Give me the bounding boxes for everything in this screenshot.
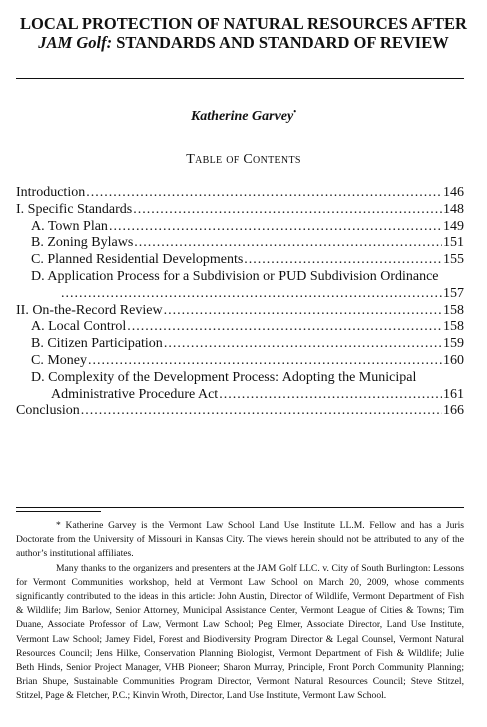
- toc-entry-page: 159: [443, 336, 464, 352]
- toc-entry-label: A. Local Control: [31, 319, 127, 335]
- toc-entry-planned-residential[interactable]: [16, 252, 464, 269]
- toc-leader-dots: [133, 202, 442, 219]
- toc-leader-dots: [244, 252, 442, 269]
- title-line-1: LOCAL PROTECTION OF NATURAL RESOURCES AFTER: [20, 14, 467, 33]
- author-footnote-marker: •: [293, 107, 297, 116]
- table-of-contents: [16, 185, 464, 420]
- toc-entry-page: 149: [443, 218, 464, 234]
- toc-entry-introduction[interactable]: [16, 185, 464, 202]
- toc-entry-on-the-record[interactable]: [16, 303, 464, 320]
- toc-entry-zoning-bylaws[interactable]: [16, 235, 464, 252]
- footnote-divider: [16, 507, 464, 508]
- toc-heading-text: Table of Contents: [186, 152, 301, 167]
- toc-leader-dots: [81, 403, 442, 420]
- toc-entry-page: 157: [443, 285, 464, 301]
- toc-entry-label: I. Specific Standards: [16, 201, 133, 217]
- toc-entry-citizen-participation[interactable]: [16, 336, 464, 353]
- toc-leader-dots: [134, 235, 442, 252]
- toc-entry-page: 158: [443, 319, 464, 335]
- toc-entry-label: II. On-the-Record Review: [16, 302, 163, 318]
- article-title: [0, 14, 487, 52]
- toc-entry-page: 166: [443, 403, 464, 419]
- toc-leader-dots: [109, 219, 442, 236]
- toc-entry-label: C. Planned Residential Developments: [31, 252, 244, 268]
- toc-entry-page: 155: [443, 252, 464, 268]
- toc-entry-application-process-page: [16, 286, 464, 303]
- toc-leader-dots: [127, 319, 442, 336]
- toc-leader-dots: [88, 353, 442, 370]
- toc-entry-label: A. Town Plan: [31, 218, 108, 234]
- toc-entry-application-process[interactable]: [16, 269, 464, 286]
- toc-entry-town-plan[interactable]: [16, 219, 464, 236]
- footnote-author: * Katherine Garvey is the Vermont Law School Land Use Institute LL.M. Fellow and has a Juris Doctorate from the University of Missouri in Kansas City. The views herein should not be attributed to any of the author’s institutional affiliates.: [16, 520, 464, 560]
- toc-entry-specific-standards[interactable]: [16, 202, 464, 219]
- toc-leader-dots: [219, 387, 442, 404]
- toc-leader-dots: [164, 303, 442, 320]
- toc-heading: [0, 152, 487, 168]
- toc-entry-page: 161: [443, 386, 464, 402]
- toc-entry-page: 158: [443, 302, 464, 318]
- toc-entry-page: 148: [443, 201, 464, 217]
- toc-entry-money[interactable]: [16, 353, 464, 370]
- toc-entry-page: 160: [443, 352, 464, 368]
- footnote-separator: [16, 511, 101, 512]
- footnote-acknowledgements: Many thanks to the organizers and presenters at the JAM Golf LLC. v. City of South Burlington: Lessons for Vermont Communities workshop, held at Vermont Law School on March 20, 2009, whose comments significantly contributed to the ideas in this article: John Austin, Director of Wildlife, Vermont Department of Fish & Wildlife; Jim Barlow, Senior Attorney, Municipal Assistance Center, Vermont League of Cities & Towns; Tim Duane, Associate Professor of Law, Vermont Law School; Peg Elmer, Associate Director, Land Use Institute, Vermont Law School; Jamey Fidel, Forest and Biodiversity Program Director & Legal Counsel, Vermont Natural Resources Council; Jens Hilke, Conservation Planning Biologist, Vermont Department of Fish & Wildlife; Julie Beth Hinds, Senior Project Manager, VHB Pioneer; Sharon Murray, Principle, Front Porch Community Planning; Brian Shupe, Sustainable Communities Program Director, Vermont Natural Resources Council; Steve Stitzel, Stitzel, Page & Fletcher, P.C.; Kinvin Wroth, Director, Land Use Institute, Vermont Law School.: [16, 562, 464, 702]
- top-divider: [16, 78, 464, 79]
- toc-entry-page: 146: [443, 185, 464, 200]
- toc-entry-label: B. Zoning Bylaws: [31, 235, 134, 251]
- title-case-name: JAM Golf:: [38, 33, 113, 52]
- toc-entry-label: D. Complexity of the Development Process: Adopting the Municipal: [31, 369, 417, 385]
- toc-entry-label: B. Citizen Participation: [31, 336, 163, 352]
- toc-entry-local-control[interactable]: [16, 319, 464, 336]
- author-name: Katherine Garvey: [190, 109, 294, 124]
- toc-entry-label: C. Money: [31, 352, 87, 368]
- toc-entry-conclusion[interactable]: [16, 403, 464, 420]
- title-line-2-rest: STANDARDS AND STANDARD OF REVIEW: [112, 33, 449, 52]
- toc-entry-complexity-cont: [16, 387, 464, 404]
- toc-entry-label-cont: Administrative Procedure Act: [51, 386, 219, 402]
- title-line-2: [0, 33, 487, 52]
- toc-leader-dots: [86, 185, 442, 202]
- toc-entry-label: D. Application Process for a Subdivision or PUD Subdivision Ordinance: [31, 268, 439, 284]
- toc-entry-page: 151: [443, 235, 464, 251]
- toc-leader-dots: [61, 286, 442, 303]
- author-byline: [0, 107, 487, 125]
- toc-entry-complexity[interactable]: [16, 370, 464, 387]
- footnotes: [16, 519, 464, 704]
- toc-entry-label: Conclusion: [16, 403, 80, 419]
- toc-entry-label: Introduction: [16, 185, 86, 200]
- toc-leader-dots: [164, 336, 442, 353]
